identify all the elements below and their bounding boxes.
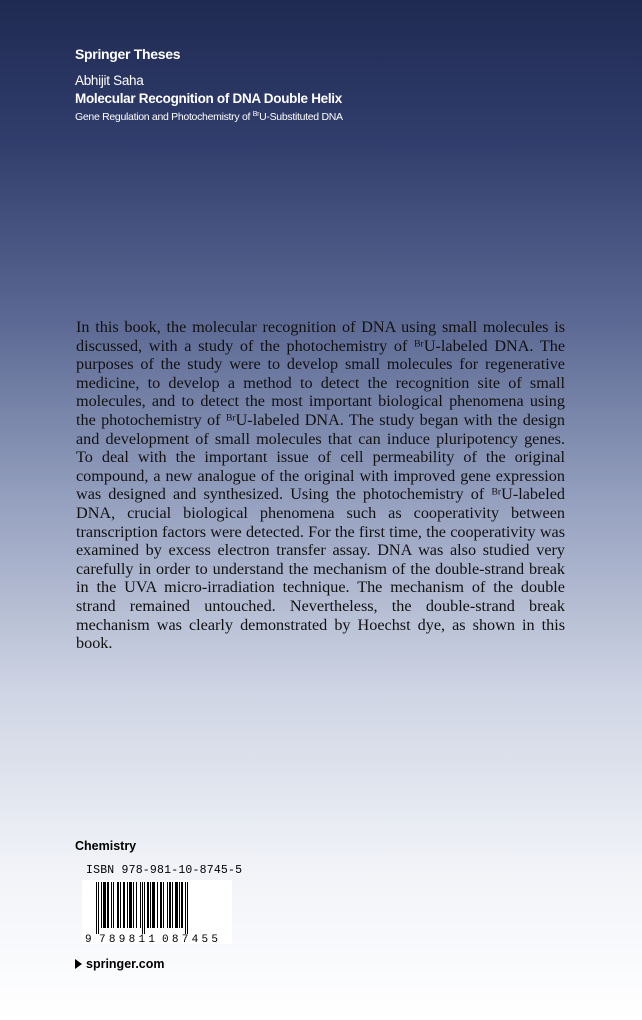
barcode-bar [187, 882, 188, 934]
barcode-bar [107, 882, 109, 928]
barcode-bar [101, 882, 102, 928]
book-blurb: In this book, the molecular recognition of DNA using small molecules is discussed, with a study of the photochemistry of ᴮʳU-labeled DNA. The purposes of the study were to develop small molecules for regenerative medicine, to develop a method to detect the recognition site of small molecules, and to detect the most important biological phenomena using the photochemistry of ᴮʳU-labeled DNA. The study began with the design and development of small molecules that can induce pluripotency genes. To deal with the important issue of cell permeability of the original compound, a new analogue of the original with improved gene expression was designed and synthesized. Using the photochemistry of ᴮʳU-labeled DNA, crucial biological phenomena such as cooperativity between transcription factors were detected. For the first time, the cooperativity was examined by excess electron transfer assay. DNA was also studied very carefully in order to understand the mechanism of the double-strand break in the UVA micro-irradiation technique. The mechanism of the double strand remained untouched. Nevertheless, the double-strand break mechanism was clearly demonstrated by Hoechst dye, as shown in this book. [76, 318, 565, 653]
author-name: Abhijit Saha [75, 73, 144, 88]
barcode-right-digits: 087455 [162, 934, 218, 944]
subtitle-before: Gene Regulation and Photochemistry of [75, 111, 253, 123]
barcode-bar [127, 882, 128, 928]
series-name: Springer Theses [75, 46, 181, 62]
arrow-right-icon [75, 959, 82, 969]
barcode-bar [150, 882, 151, 928]
barcode-bar [160, 882, 162, 928]
barcode-bar [133, 882, 134, 928]
barcode-bar [152, 882, 155, 928]
barcode-bar [144, 882, 145, 934]
barcode-bar [117, 882, 119, 928]
barcode-bar [123, 882, 125, 928]
barcode-bar [172, 882, 173, 928]
barcode-bar [103, 882, 106, 928]
barcode-bar [140, 882, 141, 928]
isbn-number: ISBN 978-981-10-8745-5 [86, 864, 243, 877]
barcode-bar [113, 882, 114, 928]
springer-link[interactable] [75, 957, 165, 971]
site-url: springer.com [86, 957, 165, 971]
barcode-bar [136, 882, 137, 928]
barcode-bar [175, 882, 178, 928]
barcode-lead-digit: 9 [85, 934, 92, 944]
barcode-bar [167, 882, 168, 928]
book-title: Molecular Recognition of DNA Double Helix [75, 91, 342, 106]
subtitle-sup: Br [252, 111, 260, 118]
barcode-bar [169, 882, 171, 928]
barcode-bar [185, 882, 186, 934]
subtitle-after: U-Substituted DNA [259, 111, 343, 123]
barcode-bar [163, 882, 164, 928]
barcode-bar [157, 882, 158, 928]
barcode-bar [120, 882, 121, 928]
barcode-left-digits: 789811 [99, 934, 155, 944]
barcode-bar [142, 882, 143, 934]
book-subtitle [75, 111, 343, 123]
barcode-bar [96, 882, 97, 934]
subject-category: Chemistry [75, 839, 137, 853]
barcode-bar [98, 882, 99, 934]
barcode-bar [129, 882, 132, 928]
barcode-bar [111, 882, 112, 928]
barcode-bar [147, 882, 149, 928]
barcode-bar [179, 882, 180, 928]
barcode-bar [181, 882, 183, 928]
isbn-barcode [82, 880, 232, 944]
